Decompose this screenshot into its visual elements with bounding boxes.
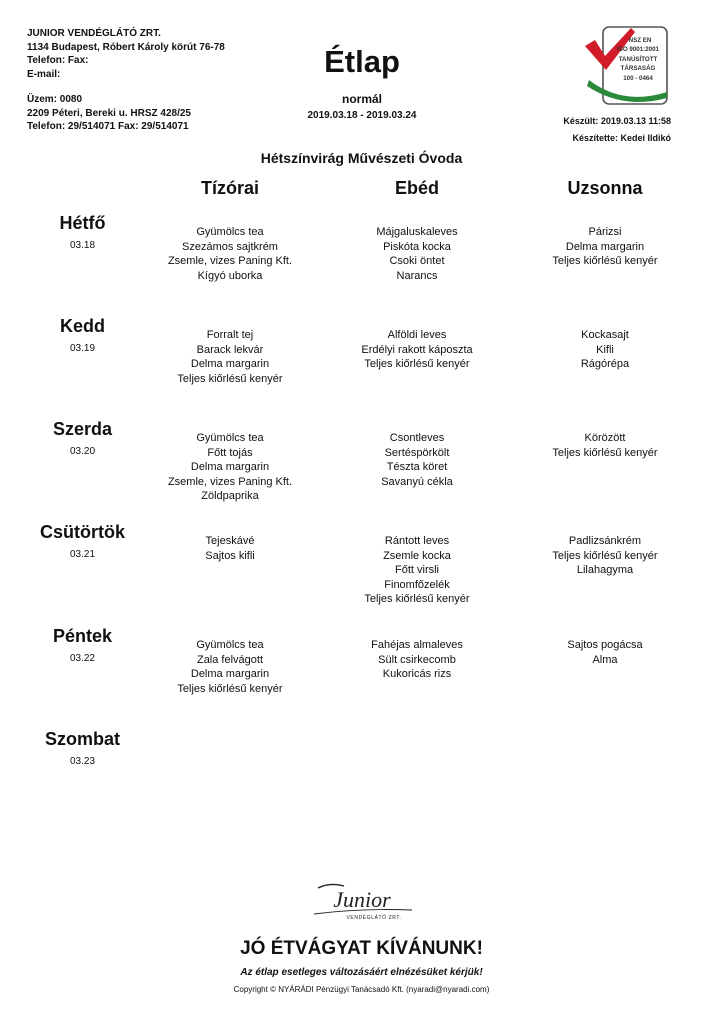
menu-item: Zsemle, vizes Paning Kft. xyxy=(167,255,293,268)
menu-item: Erdélyi rakott káposzta xyxy=(361,343,473,356)
institution-name: Hétszínvirág Művészeti Óvoda xyxy=(260,150,463,166)
cert-line: NSZ EN xyxy=(628,37,652,44)
menu-item: Kifli xyxy=(596,343,614,356)
menu-item: Rágórépa xyxy=(580,358,630,371)
day-name: Szombat xyxy=(44,729,120,749)
meal-cell-tizorai xyxy=(135,225,325,283)
menu-item: Teljes kiőrlésű kenyér xyxy=(364,593,470,606)
day-label xyxy=(20,213,145,313)
menu-item: Piskóta kocka xyxy=(383,240,451,253)
column-header-ebed: Ebéd xyxy=(394,178,439,198)
menu-item: Zsemle, vizes Paning Kft. xyxy=(167,475,293,488)
menu-item: Gyümölcs tea xyxy=(196,639,264,651)
day-name: Csütörtök xyxy=(40,522,125,542)
column-header-uzsonna: Uzsonna xyxy=(567,178,643,198)
day-date: 03.23 xyxy=(69,756,96,767)
menu-item: Sajtos pogácsa xyxy=(567,639,643,651)
menu-item: Delma margarin xyxy=(190,668,270,681)
created-info xyxy=(563,113,671,147)
menu-item: Teljes kiőrlésű kenyér xyxy=(364,358,470,371)
menu-item: Csoki öntet xyxy=(389,255,445,268)
day-name: Szerda xyxy=(52,419,113,439)
menu-item: Teljes kiőrlésű kenyér xyxy=(177,682,283,695)
menu-item: Körözött xyxy=(584,432,626,444)
menu-item: Lilahagyma xyxy=(576,564,634,577)
logo-subtext: VENDÉGLÁTÓ ZRT. xyxy=(346,915,402,921)
menu-item: Delma margarin xyxy=(565,240,645,253)
logo-text: Junior xyxy=(333,887,391,912)
copyright: Copyright © NYÁRÁDI Pénzügyi Tanácsadó Kft. (nyaradi@nyaradi.com) xyxy=(233,985,490,994)
menu-item: Kukoricás rizs xyxy=(382,668,452,681)
menu-item: Gyümölcs tea xyxy=(196,432,264,444)
iso-certificate-logo xyxy=(583,26,669,106)
day-label xyxy=(20,729,145,829)
menu-item: Gyümölcs tea xyxy=(196,226,264,238)
day-label xyxy=(20,419,145,519)
meal-cell-uzsonna xyxy=(510,328,700,372)
menu-item: Sertéspörkölt xyxy=(384,446,450,459)
bon-appetit-text: JÓ ÉTVÁGYAT KÍVÁNUNK! xyxy=(240,938,483,959)
cert-line: TANÚSÍTOTT xyxy=(618,56,658,63)
menu-item: Párizsi xyxy=(588,226,622,238)
company-name: JUNIOR VENDÉGLÁTÓ ZRT. xyxy=(27,28,161,39)
day-date: 03.21 xyxy=(69,549,96,560)
page-title: Étlap xyxy=(324,44,400,79)
menu-item: Finomfőzelék xyxy=(384,578,450,591)
cert-line: ISO 9001:2001 xyxy=(617,46,659,53)
menu-item: Csontleves xyxy=(389,432,445,444)
menu-item: Tejeskávé xyxy=(205,535,255,547)
menu-item: Zsemle kocka xyxy=(383,549,451,562)
menu-item: Zöldpaprika xyxy=(201,490,259,503)
menu-item: Sült csirkecomb xyxy=(378,653,456,666)
junior-logo xyxy=(300,880,424,922)
menu-item: Kockasajt xyxy=(581,329,629,341)
meal-cell-uzsonna xyxy=(510,225,700,269)
plant-id: Üzem: 0080 xyxy=(27,94,83,105)
menu-item: Alföldi leves xyxy=(387,329,447,341)
menu-item: Szezámos sajtkrém xyxy=(182,240,278,253)
day-label xyxy=(20,316,145,416)
meal-cell-tizorai xyxy=(135,638,325,696)
menu-item: Fahéjas almaleves xyxy=(371,639,463,651)
cert-line: TÁRSASÁG xyxy=(620,65,656,72)
menu-item: Delma margarin xyxy=(190,358,270,371)
menu-item: Rántott leves xyxy=(384,535,450,547)
menu-item: Alma xyxy=(592,653,618,666)
menu-item: Teljes kiőrlésű kenyér xyxy=(552,446,658,459)
day-label xyxy=(20,626,145,726)
meal-cell-uzsonna xyxy=(510,534,700,578)
meal-cell-ebed xyxy=(322,328,512,372)
day-date: 03.18 xyxy=(69,240,96,251)
column-header-tizorai: Tízórai xyxy=(200,178,259,198)
menu-item: Tészta köret xyxy=(386,461,448,474)
company-info xyxy=(27,27,225,81)
menu-item: Teljes kiőrlésű kenyér xyxy=(552,549,658,562)
menu-item: Barack lekvár xyxy=(196,343,264,356)
plant-address: 2209 Péteri, Bereki u. HRSZ 428/25 xyxy=(27,107,191,119)
menu-item: Zala felvágott xyxy=(196,653,264,666)
menu-item: Narancs xyxy=(396,269,438,282)
cert-line: 100 - 0464 xyxy=(623,75,653,82)
day-name: Hétfő xyxy=(59,213,106,233)
plant-phone: Telefon: 29/514071 Fax: 29/514071 xyxy=(27,121,189,132)
company-phone: Telefon: Fax: xyxy=(27,55,89,66)
created-by: Készítette: Kedei Ildikó xyxy=(572,133,671,143)
day-name: Kedd xyxy=(60,316,105,336)
menu-item: Főtt virsli xyxy=(395,564,439,577)
meal-cell-tizorai xyxy=(135,328,325,386)
menu-item: Májgaluskaleves xyxy=(376,226,458,238)
day-date: 03.22 xyxy=(69,653,96,664)
menu-item: Kígyó uborka xyxy=(197,269,263,282)
meal-cell-ebed xyxy=(322,638,512,682)
company-address: 1134 Budapest, Róbert Károly körút 76-78 xyxy=(27,41,225,53)
meal-cell-ebed xyxy=(322,225,512,283)
meal-cell-tizorai xyxy=(135,534,325,563)
plant-info xyxy=(27,93,191,134)
meal-cell-uzsonna xyxy=(510,431,700,460)
day-name: Péntek xyxy=(52,626,113,646)
menu-item: Teljes kiőrlésű kenyér xyxy=(177,372,283,385)
menu-item: Padlizsánkrém xyxy=(568,535,642,547)
menu-item: Teljes kiőrlésű kenyér xyxy=(552,255,658,268)
meal-cell-tizorai xyxy=(135,431,325,504)
company-email: E-mail: xyxy=(27,68,61,80)
menu-item: Forralt tej xyxy=(206,329,254,341)
menu-item: Főtt tojás xyxy=(207,446,253,459)
day-date: 03.19 xyxy=(69,343,96,354)
menu-item: Delma margarin xyxy=(190,461,270,474)
menu-item: Savanyú cékla xyxy=(381,475,453,488)
created-date: Készült: 2019.03.13 11:58 xyxy=(563,116,671,126)
day-date: 03.20 xyxy=(69,446,96,457)
meal-cell-ebed xyxy=(322,431,512,489)
menu-type: normál xyxy=(341,92,382,106)
meal-cell-ebed xyxy=(322,534,512,607)
menu-item: Sajtos kifli xyxy=(205,549,255,562)
day-label xyxy=(20,522,145,622)
menu-period: 2019.03.18 - 2019.03.24 xyxy=(307,110,417,121)
meal-cell-uzsonna xyxy=(510,638,700,667)
change-note: Az étlap esetleges változásáért elnézésüket kérjük! xyxy=(240,967,483,978)
